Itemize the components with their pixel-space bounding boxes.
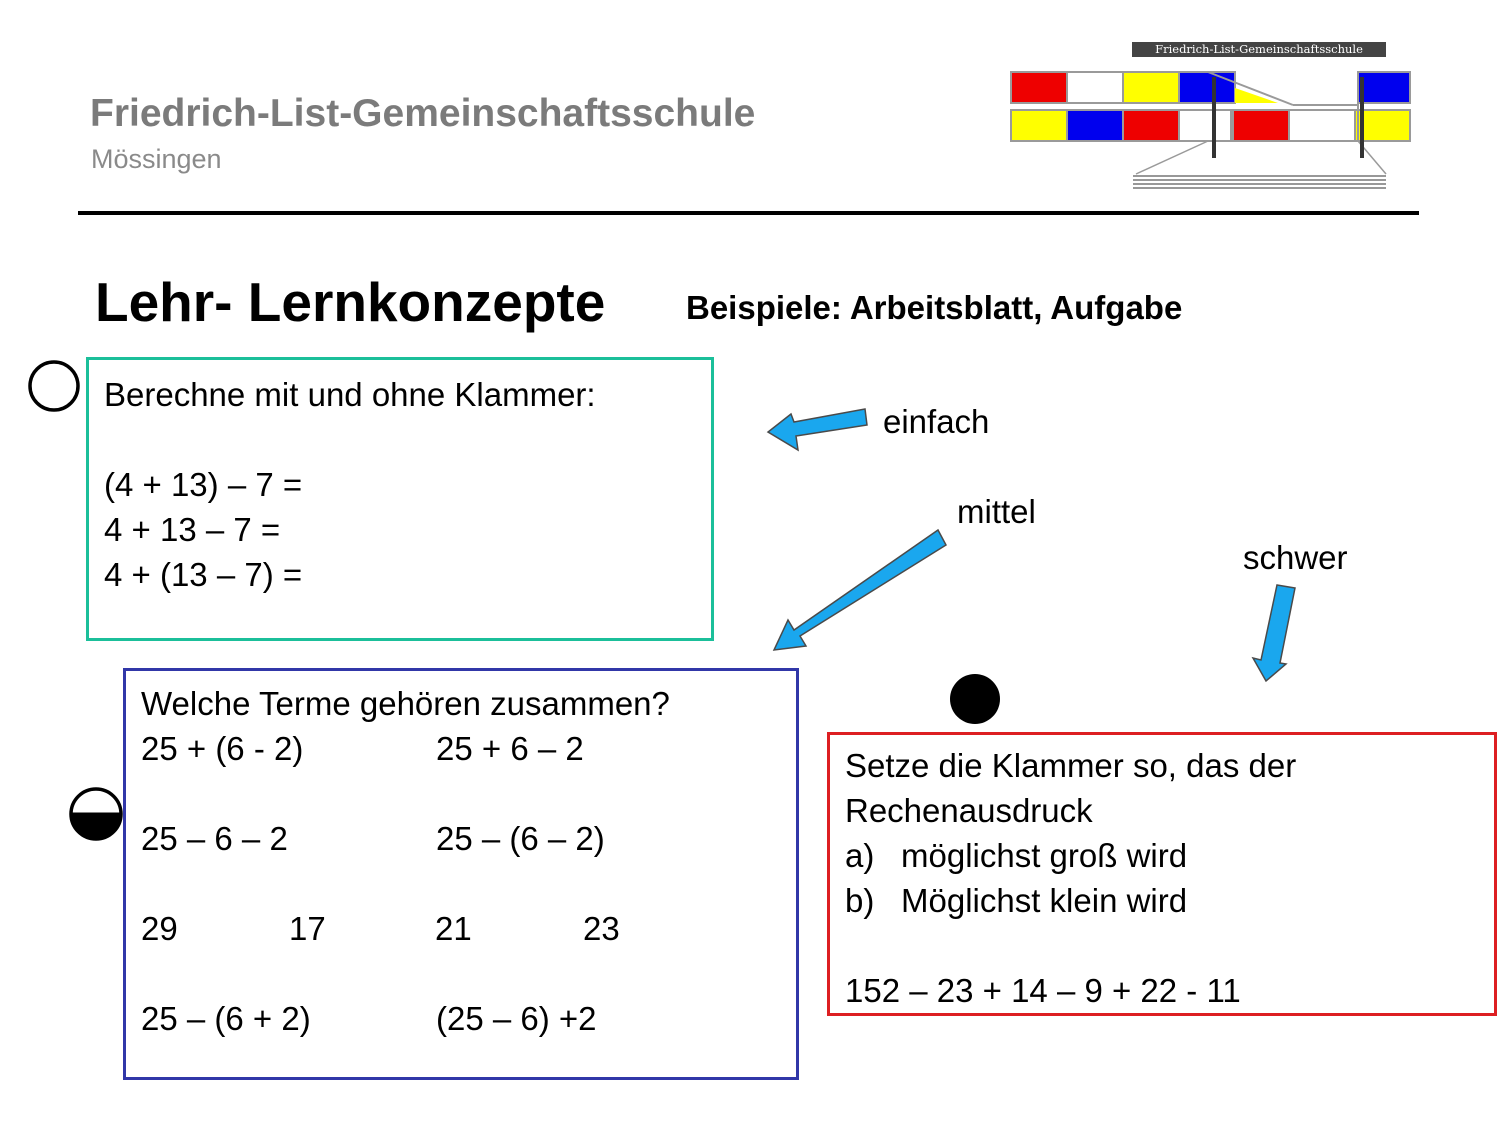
task-easy-heading: Berechne mit und ohne Klammer: — [104, 376, 596, 413]
result-number: 23 — [583, 910, 620, 947]
task-hard-heading: Setze die Klammer so, das der — [845, 747, 1297, 784]
school-logo — [1008, 40, 1418, 190]
item-text: möglichst groß wird — [901, 837, 1188, 874]
medium-arrow-icon — [768, 526, 968, 666]
header-divider — [78, 211, 1419, 215]
hard-level-filled-circle-icon — [946, 671, 1006, 731]
difficulty-label-hard: schwer — [1243, 539, 1348, 576]
logo-graphic — [1008, 40, 1418, 190]
result-row — [141, 906, 796, 951]
task-medium-heading: Welche Terme gehören zusammen? — [141, 685, 670, 722]
term-cell: 25 + 6 – 2 — [436, 730, 584, 767]
term-row — [141, 996, 796, 1041]
difficulty-label-medium: mittel — [957, 493, 1036, 530]
task-box-medium — [123, 668, 799, 1080]
task-easy-line: 4 + 13 – 7 = — [104, 511, 281, 548]
result-number: 17 — [289, 910, 326, 947]
easy-level-circle-icon — [26, 358, 86, 418]
item-letter: a) — [845, 837, 875, 874]
school-city: Mössingen — [91, 144, 222, 174]
hard-arrow-icon — [1244, 580, 1314, 690]
task-hard-item-b — [845, 878, 1494, 923]
task-easy-line: 4 + (13 – 7) = — [104, 556, 303, 593]
term-cell: 25 + (6 - 2) — [141, 730, 304, 767]
item-letter: b) — [845, 882, 875, 919]
term-cell: (25 – 6) +2 — [436, 1000, 597, 1037]
page-subtitle: Beispiele: Arbeitsblatt, Aufgabe — [686, 289, 1183, 326]
term-row — [141, 816, 796, 861]
item-text: Möglichst klein wird — [901, 882, 1188, 919]
logo-caption: Friedrich-List-Gemeinschaftsschule — [1132, 42, 1386, 57]
term-row — [141, 726, 796, 771]
task-box-hard — [827, 732, 1497, 1016]
result-number: 29 — [141, 910, 178, 947]
task-hard-item-a — [845, 833, 1494, 878]
task-easy-line: (4 + 13) – 7 = — [104, 466, 303, 503]
term-cell: 25 – 6 – 2 — [141, 820, 288, 857]
task-hard-heading: Rechenausdruck — [845, 792, 1093, 829]
result-number: 21 — [435, 910, 472, 947]
easy-arrow-icon — [764, 400, 884, 460]
page-title: Lehr- Lernkonzepte — [95, 271, 606, 333]
school-name: Friedrich-List-Gemeinschaftsschule — [90, 92, 756, 135]
task-box-easy — [86, 357, 714, 641]
medium-level-half-circle-icon — [68, 786, 128, 846]
term-cell: 25 – (6 + 2) — [141, 1000, 311, 1037]
task-hard-expression: 152 – 23 + 14 – 9 + 22 - 11 — [845, 972, 1241, 1009]
term-cell: 25 – (6 – 2) — [436, 820, 605, 857]
difficulty-label-easy: einfach — [883, 403, 990, 440]
